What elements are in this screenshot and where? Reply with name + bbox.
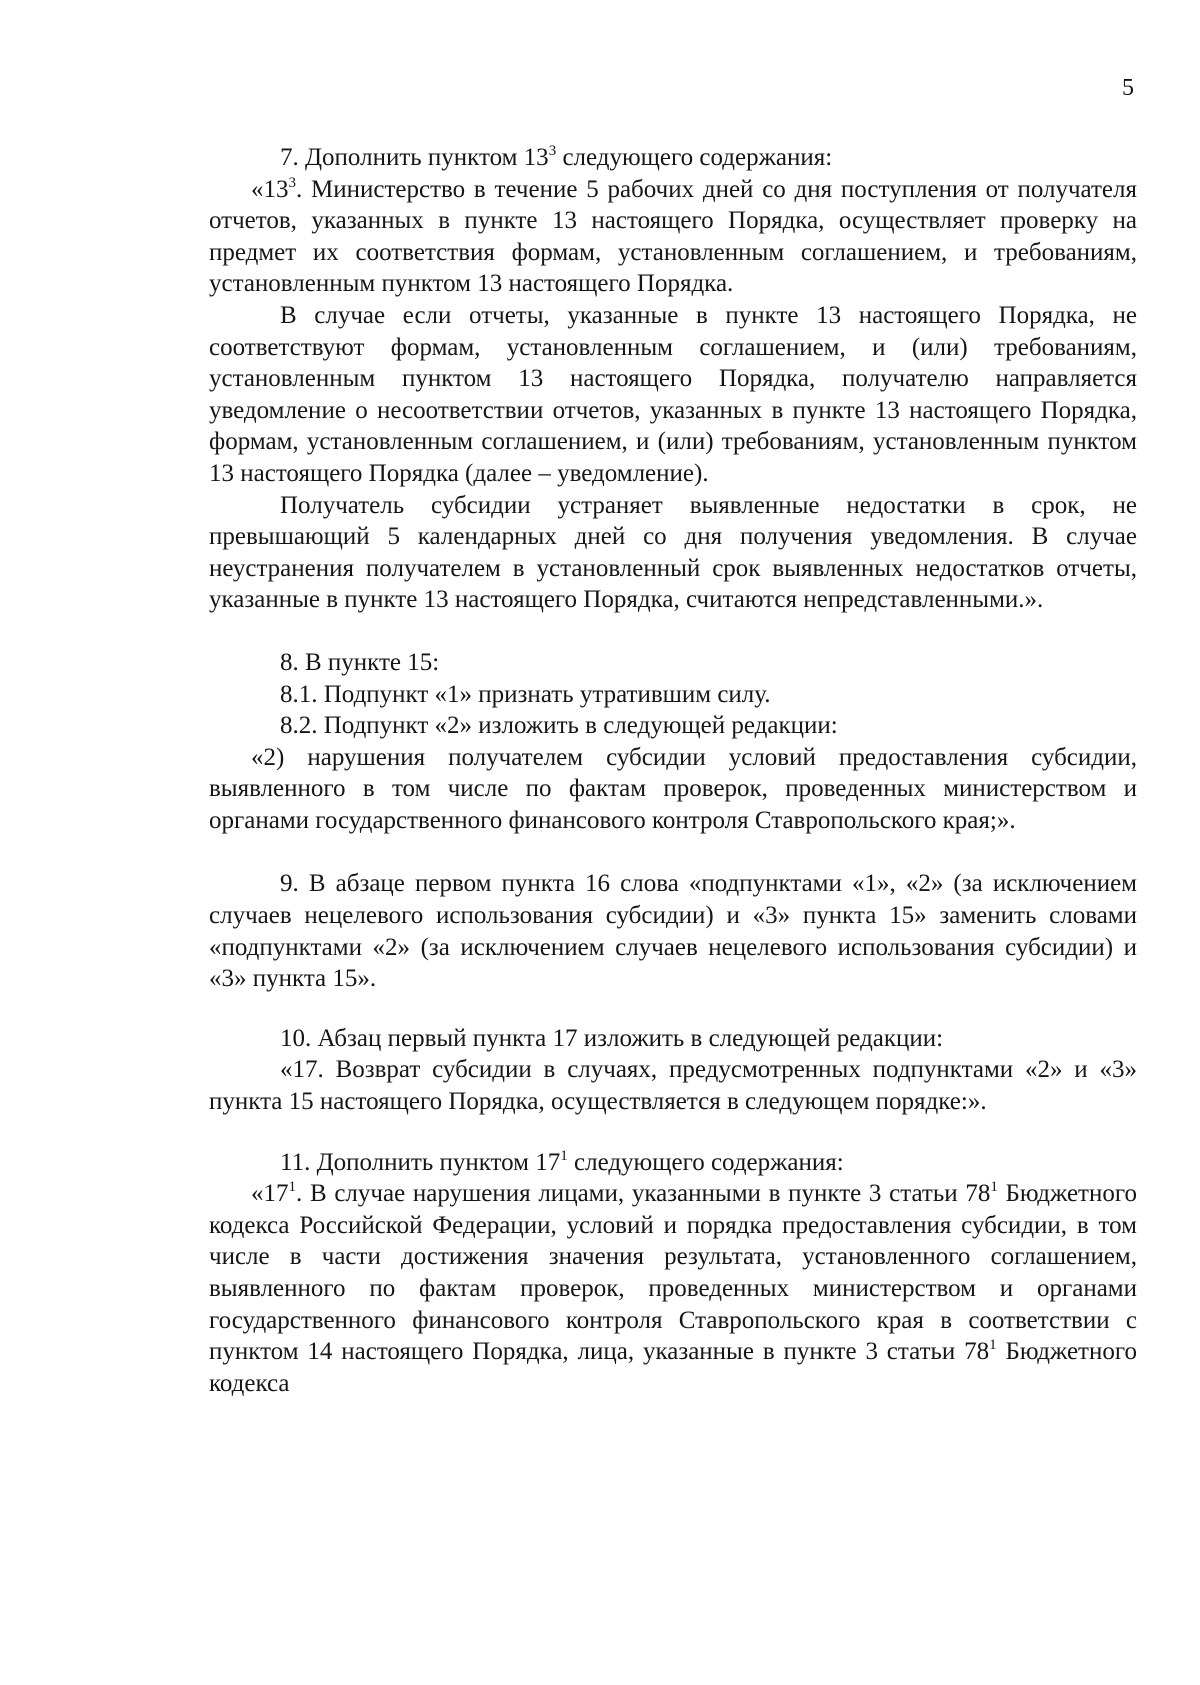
clause-17-1-number: «17 xyxy=(251,1180,289,1208)
item-11-heading-tail: следующего содержания: xyxy=(567,1148,844,1176)
superscript: 3 xyxy=(288,174,296,191)
subclause-2-text: «2) нарушения получателем субсидии условий предоставления субсидии, выявленного в том числе по фактам проверок, проведенных министерством и органами государственного финансового контроля Ставропольского края;». xyxy=(209,743,1137,834)
superscript: 1 xyxy=(989,1337,997,1354)
superscript: 1 xyxy=(288,1179,296,1196)
superscript: 1 xyxy=(560,1147,568,1164)
item-7-heading-tail: следующего содержания: xyxy=(556,144,833,171)
item-8-2: 8.2. Подпункт «2» изложить в следующей редакции: xyxy=(280,712,838,740)
clause-13-3-text: . Министерство в течение 5 рабочих дней со дня поступления от получателя отчетов, указанных в пункте 13 настоящего Порядка, осуществляет проверку на предмет их соответствия формам, установленным соглашением, и требованиям, установленным пунктом 13 настоящего Порядка. xyxy=(209,175,1137,298)
paragraph-nonconformity: В случае если отчеты, указанные в пункте 13 настоящего Порядка, не соответствуют формам, установленным соглашением, и (или) требованиям, установленным пунктом 13 настоящего Порядка, получателю направляется уведомление о несоответствии отчетов, указанных в пункте 13 настоящего Порядка, формам, установленным соглашением, и (или) требованиям, установленным пунктом 13 настоящего Порядка (далее – уведомление). xyxy=(209,301,1137,487)
clause-17-1 xyxy=(209,1178,1137,1399)
item-10-heading: 10. Абзац первый пункта 17 изложить в следующей редакции: xyxy=(280,1024,944,1052)
page-number: 5 xyxy=(1122,75,1134,101)
clause-17-1-tail: Бюджетного кодекса xyxy=(209,1338,1137,1397)
superscript: 3 xyxy=(548,143,557,159)
paragraph-deficiency-correction: Получатель субсидии устраняет выявленные недостатки в срок, не превышающий 5 календарных дней со дня получения уведомления. В случае неустранения получателем в установленный срок выявленных недостатков отчеты, указанные в пункте 13 настоящего Порядка, считаются непредставленными.». xyxy=(209,491,1137,614)
clause-17-text: «17. Возврат субсидии в случаях, предусмотренных подпунктами «2» и «3» пункта 15 настоящего Порядка, осуществляется в следующем порядке:». xyxy=(209,1056,1137,1116)
clause-17-1-text: . В случае нарушения лицами, указанными в пункте 3 статьи 78 xyxy=(296,1180,991,1208)
item-11-heading xyxy=(209,1147,1137,1179)
item-11-heading-text: 11. Дополнить пунктом 17 xyxy=(280,1148,561,1176)
item-9: 9. В абзаце первом пункта 16 слова «подпунктами «1», «2» (за исключением случаев нецелевого использования субсидии) и «3» пункта 15» заменить словами «подпунктами «2» (за исключением случаев нецелевого использования субсидии) и «3» пункта 15». xyxy=(209,870,1137,993)
item-7-heading-text: 7. Дополнить пунктом 13 xyxy=(280,144,549,171)
superscript: 1 xyxy=(990,1179,998,1196)
item-8-heading: 8. В пункте 15: xyxy=(280,648,440,676)
item-8-1: 8.1. Подпункт «1» признать утратившим силу. xyxy=(280,680,771,708)
clause-13-3 xyxy=(209,174,1137,300)
clause-13-3-number: «13 xyxy=(251,175,289,203)
item-7-heading xyxy=(209,142,1137,174)
clause-17-1-text-continued: Бюджетного кодекса Российской Федерации, условий и порядка предоставления субсидии, в том числе в части достижения значения результата, установленного соглашением, выявленного по фактам проверок, проведенных министерством и органами государственного финансового контроля Ставропольского края в соответствии с пунктом 14 настоящего Порядка, лица, указанные в пункте 3 статьи 78 xyxy=(209,1180,1137,1366)
document-body xyxy=(209,142,1137,1399)
